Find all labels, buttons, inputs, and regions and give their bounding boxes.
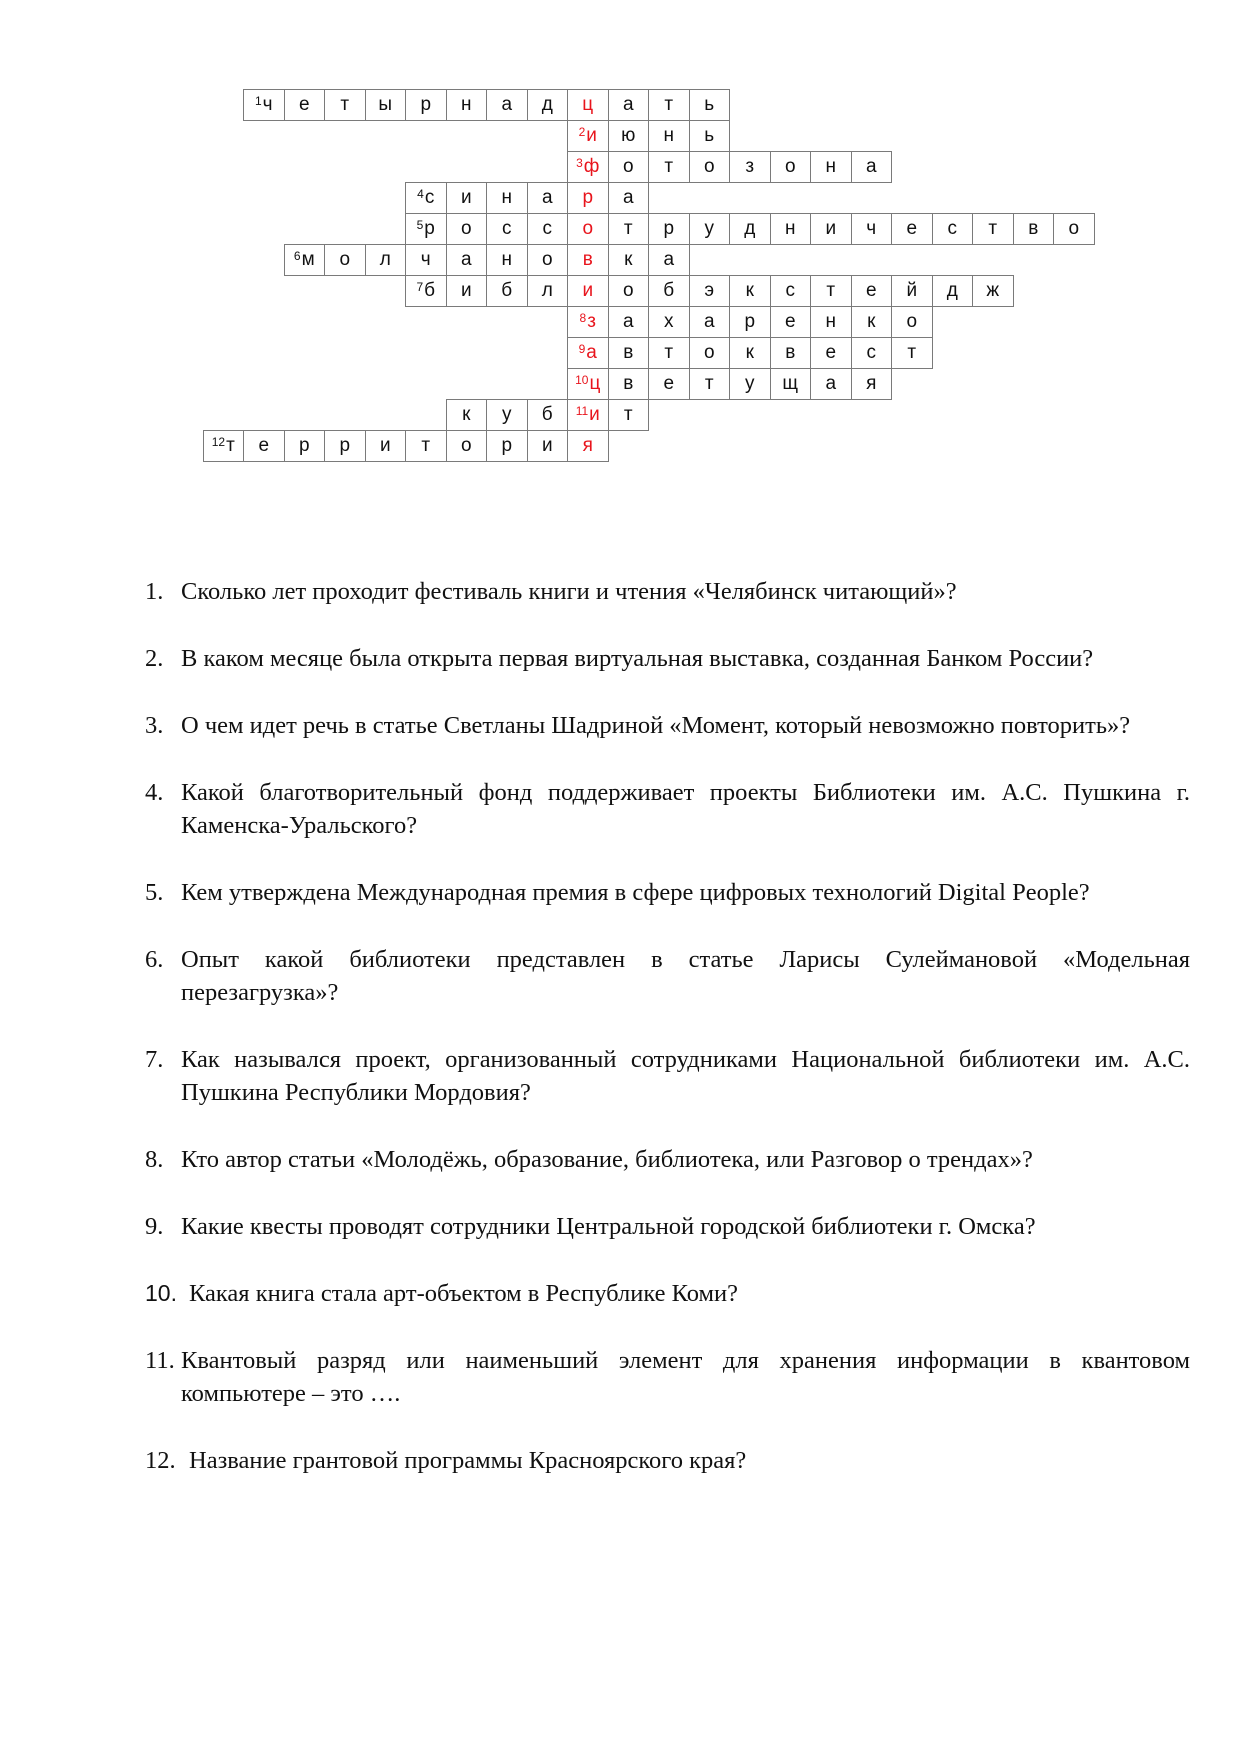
cell-letter: ь — [704, 94, 715, 115]
cell-letter: и — [586, 125, 597, 146]
crossword-cell — [486, 244, 528, 276]
cell-letter: о — [460, 435, 472, 456]
crossword-cell — [446, 275, 488, 307]
crossword-cell — [932, 213, 974, 245]
cell-letter: й — [906, 280, 918, 301]
crossword-cell — [243, 89, 285, 121]
question-number: 1. — [145, 578, 164, 605]
cell-letter: з — [587, 311, 596, 332]
crossword-cell — [608, 120, 650, 152]
question-number: 12. — [145, 1447, 176, 1474]
cell-letter: р — [744, 311, 756, 332]
crossword-cell — [648, 151, 690, 183]
cell-letter: а — [541, 187, 553, 208]
question-text: Какие квесты проводят сотрудники Центральной городской библиотеки г. Омска? — [181, 1213, 1036, 1240]
clue-number: 7 — [416, 280, 424, 294]
cell-letter: в — [1028, 218, 1039, 239]
question-item — [145, 575, 1190, 608]
crossword-cell — [608, 244, 650, 276]
cell-letter: р — [424, 218, 435, 239]
crossword-cell — [770, 275, 812, 307]
cell-letter: е — [825, 342, 837, 363]
crossword-cell — [648, 275, 690, 307]
cell-letter: х — [664, 311, 674, 332]
crossword-cell — [891, 275, 933, 307]
cell-letter: а — [865, 156, 877, 177]
crossword-cell — [810, 213, 852, 245]
clue-number: 5 — [416, 218, 424, 232]
question-text: Название грантовой программы Красноярского края? — [189, 1447, 747, 1474]
crossword-cell — [689, 120, 731, 152]
question-text: Кем утверждена Международная премия в сфере цифровых технологий Digital People? — [181, 879, 1090, 906]
crossword-cell — [770, 368, 812, 400]
crossword-cell — [810, 151, 852, 183]
cell-letter: о — [784, 156, 796, 177]
crossword-cell — [486, 213, 528, 245]
question-number: 9. — [145, 1213, 164, 1240]
cell-letter: и — [582, 280, 594, 301]
question-item — [145, 1043, 1190, 1109]
cell-letter: о — [622, 280, 634, 301]
crossword-cell — [608, 89, 650, 121]
crossword-cell — [324, 430, 366, 462]
cell-letter: б — [541, 404, 553, 425]
crossword-cell — [365, 89, 407, 121]
crossword-cell — [243, 430, 285, 462]
cell-letter: ж — [986, 280, 1000, 301]
cell-letter: а — [622, 187, 634, 208]
cell-letter: и — [460, 280, 472, 301]
question-item — [145, 776, 1190, 842]
cell-letter: о — [622, 156, 634, 177]
cell-letter: к — [745, 280, 754, 301]
cell-letter: о — [1068, 218, 1080, 239]
question-number: 2. — [145, 645, 164, 672]
cell-letter: к — [867, 311, 876, 332]
crossword-cell — [891, 337, 933, 369]
cell-letter: я — [866, 373, 877, 394]
cell-letter: а — [460, 249, 472, 270]
crossword-cell — [689, 151, 731, 183]
cell-letter: о — [703, 342, 715, 363]
cell-letter: р — [339, 435, 351, 456]
clue-number: 1 — [254, 94, 262, 108]
cell-letter: ц — [589, 373, 601, 394]
crossword-cell — [648, 306, 690, 338]
crossword-key-cell — [567, 275, 609, 307]
crossword-key-cell — [567, 306, 609, 338]
cell-letter: о — [703, 156, 715, 177]
crossword-cell — [729, 151, 771, 183]
crossword-key-cell — [567, 182, 609, 214]
cell-letter: е — [906, 218, 918, 239]
crossword-cell — [851, 368, 893, 400]
cell-letter: ц — [582, 94, 594, 115]
crossword-key-cell — [567, 120, 609, 152]
cell-letter: а — [586, 342, 597, 363]
crossword-cell — [527, 244, 569, 276]
crossword-cell — [405, 182, 447, 214]
clue-number: 3 — [576, 156, 583, 170]
cell-letter: и — [460, 187, 472, 208]
cell-letter: д — [744, 218, 756, 239]
question-number: 10. — [145, 1280, 177, 1306]
cell-letter: т — [664, 342, 674, 363]
crossword-row-12 — [204, 431, 609, 462]
question-number: 4. — [145, 779, 164, 806]
cell-letter: в — [785, 342, 796, 363]
crossword-cell — [405, 275, 447, 307]
crossword-cell — [527, 213, 569, 245]
crossword-cell — [689, 306, 731, 338]
question-item — [145, 1210, 1190, 1243]
crossword-cell — [810, 275, 852, 307]
cell-letter: н — [501, 187, 512, 208]
crossword-cell — [689, 275, 731, 307]
crossword-cell — [729, 337, 771, 369]
crossword-cell — [891, 306, 933, 338]
crossword-cell — [608, 306, 650, 338]
crossword-cell — [648, 89, 690, 121]
cell-letter: м — [301, 249, 315, 270]
crossword-cell — [608, 399, 650, 431]
crossword-cell — [446, 182, 488, 214]
cell-letter: т — [704, 373, 714, 394]
crossword-cell — [284, 89, 326, 121]
cell-letter: а — [703, 311, 715, 332]
cell-letter: р — [420, 94, 432, 115]
crossword-cell — [689, 337, 731, 369]
crossword-cell — [284, 244, 326, 276]
cell-letter: л — [379, 249, 391, 270]
crossword-row-8 — [568, 307, 933, 338]
cell-letter: т — [907, 342, 917, 363]
crossword-cell — [203, 430, 245, 462]
crossword-row-4 — [406, 183, 649, 214]
cell-letter: у — [745, 373, 755, 394]
cell-letter: и — [589, 404, 600, 425]
cell-letter: а — [501, 94, 513, 115]
cell-letter: а — [825, 373, 837, 394]
cell-letter: н — [825, 156, 836, 177]
crossword-cell — [527, 399, 569, 431]
crossword-cell — [770, 306, 812, 338]
crossword-row-1 — [244, 90, 730, 121]
cell-letter: т — [664, 94, 674, 115]
crossword-cell — [365, 244, 407, 276]
crossword-cell — [324, 89, 366, 121]
crossword-cell — [405, 430, 447, 462]
clue-number: 11 — [575, 404, 589, 418]
crossword-grid — [0, 0, 1241, 500]
cell-letter: ф — [583, 156, 600, 177]
cell-letter: д — [946, 280, 958, 301]
clue-number: 9 — [578, 342, 586, 356]
crossword-cell — [608, 151, 650, 183]
cell-letter: н — [663, 125, 674, 146]
cell-letter: ч — [866, 218, 877, 239]
crossword-cell — [405, 213, 447, 245]
crossword-cell — [486, 182, 528, 214]
cell-letter: я — [582, 435, 593, 456]
crossword-cell — [608, 337, 650, 369]
crossword-cell — [608, 368, 650, 400]
crossword-key-cell — [567, 151, 609, 183]
clue-number: 4 — [417, 187, 424, 201]
question-text: В каком месяце была открыта первая виртуальная выставка, созданная Банком России? — [181, 645, 1094, 672]
cell-letter: б — [424, 280, 436, 301]
crossword-cell — [486, 430, 528, 462]
question-number: 5. — [145, 879, 164, 906]
crossword-cell — [851, 275, 893, 307]
crossword-cell — [324, 244, 366, 276]
question-number: 8. — [145, 1146, 164, 1173]
cell-letter: с — [785, 280, 795, 301]
cell-letter: с — [947, 218, 957, 239]
question-number: 6. — [145, 946, 164, 973]
question-item — [145, 642, 1190, 675]
crossword-cell — [972, 275, 1014, 307]
cell-letter: с — [866, 342, 876, 363]
cell-letter: щ — [782, 373, 799, 394]
clue-number: 2 — [578, 125, 586, 139]
cell-letter: б — [663, 280, 675, 301]
cell-letter: н — [461, 94, 472, 115]
crossword-row-3 — [568, 152, 892, 183]
crossword-cell — [608, 213, 650, 245]
crossword-cell — [446, 213, 488, 245]
crossword-key-cell — [567, 213, 609, 245]
cell-letter: е — [298, 94, 310, 115]
question-text: Кто автор статьи «Молодёжь, образование, библиотека, или Разговор о трендах»? — [181, 1146, 1033, 1173]
crossword-cell — [527, 182, 569, 214]
question-number: 7. — [145, 1046, 164, 1073]
crossword-cell — [729, 306, 771, 338]
cell-letter: в — [623, 342, 634, 363]
cell-letter: р — [501, 435, 513, 456]
crossword-row-10 — [568, 369, 892, 400]
crossword-row-11 — [447, 400, 650, 431]
cell-letter: б — [501, 280, 513, 301]
crossword-cell — [405, 89, 447, 121]
crossword-cell — [932, 275, 974, 307]
crossword-row-6 — [285, 245, 690, 276]
crossword-cell — [729, 275, 771, 307]
crossword-cell — [810, 368, 852, 400]
cell-letter: ь — [704, 125, 715, 146]
crossword-cell — [527, 275, 569, 307]
crossword-cell — [689, 213, 731, 245]
cell-letter: о — [906, 311, 918, 332]
cell-letter: с — [424, 187, 435, 208]
clue-number: 6 — [293, 249, 301, 263]
cell-letter: у — [704, 218, 714, 239]
cell-letter: в — [582, 249, 593, 270]
cell-letter: е — [663, 373, 675, 394]
crossword-cell — [770, 151, 812, 183]
cell-letter: о — [541, 249, 553, 270]
cell-letter: ы — [378, 94, 393, 115]
cell-letter: у — [502, 404, 512, 425]
crossword-cell — [446, 244, 488, 276]
crossword-cell — [851, 306, 893, 338]
cell-letter: к — [624, 249, 633, 270]
cell-letter: т — [623, 404, 633, 425]
crossword-cell — [851, 337, 893, 369]
crossword-cell — [729, 213, 771, 245]
crossword-cell — [851, 151, 893, 183]
crossword-key-cell — [567, 399, 609, 431]
cell-letter: т — [226, 435, 235, 456]
cell-letter: а — [622, 94, 634, 115]
crossword-cell — [1053, 213, 1095, 245]
crossword-cell — [851, 213, 893, 245]
question-text: Какой благотворительный фонд поддерживает проекты Библиотеки им. А.С. Пушкина г. Каменска-Уральского? — [181, 779, 1190, 839]
cell-letter: ю — [621, 125, 636, 146]
question-item — [145, 1277, 1190, 1310]
questions-list — [145, 575, 1190, 1511]
crossword-cell — [284, 430, 326, 462]
crossword-cell — [729, 368, 771, 400]
question-number: 3. — [145, 712, 164, 739]
cell-letter: д — [541, 94, 553, 115]
question-number: 11. — [145, 1347, 175, 1374]
crossword-cell — [527, 89, 569, 121]
cell-letter: т — [664, 156, 674, 177]
cell-letter: н — [785, 218, 796, 239]
crossword-cell — [770, 213, 812, 245]
cell-letter: и — [825, 218, 837, 239]
crossword-key-cell — [567, 430, 609, 462]
cell-letter: р — [663, 218, 675, 239]
crossword-row-5 — [406, 214, 1095, 245]
cell-letter: т — [826, 280, 836, 301]
crossword-cell — [446, 89, 488, 121]
crossword-cell — [608, 275, 650, 307]
crossword-key-cell — [567, 89, 609, 121]
cell-letter: э — [704, 280, 715, 301]
crossword-cell — [972, 213, 1014, 245]
crossword-row-7 — [406, 276, 1014, 307]
cell-letter: к — [462, 404, 471, 425]
cell-letter: е — [865, 280, 877, 301]
cell-letter: в — [623, 373, 634, 394]
cell-letter: к — [745, 342, 754, 363]
cell-letter: и — [379, 435, 391, 456]
cell-letter: е — [784, 311, 796, 332]
cell-letter: а — [622, 311, 634, 332]
crossword-cell — [648, 337, 690, 369]
question-item — [145, 943, 1190, 1009]
crossword-row-9 — [568, 338, 933, 369]
question-item — [145, 709, 1190, 742]
crossword-key-cell — [567, 337, 609, 369]
crossword-cell — [527, 430, 569, 462]
cell-letter: е — [258, 435, 270, 456]
crossword-cell — [648, 244, 690, 276]
crossword-cell — [486, 399, 528, 431]
crossword-cell — [446, 430, 488, 462]
crossword-cell — [689, 89, 731, 121]
clue-number: 8 — [579, 311, 587, 325]
crossword-cell — [810, 337, 852, 369]
crossword-cell — [648, 368, 690, 400]
crossword-cell — [891, 213, 933, 245]
question-text: Опыт какой библиотеки представлен в статье Ларисы Сулеймановой «Модельная перезагрузка»? — [181, 946, 1190, 1006]
crossword-cell — [608, 182, 650, 214]
cell-letter: с — [502, 218, 512, 239]
cell-letter: ч — [420, 249, 431, 270]
crossword-key-cell — [567, 244, 609, 276]
cell-letter: а — [663, 249, 675, 270]
cell-letter: о — [582, 218, 594, 239]
crossword-cell — [689, 368, 731, 400]
crossword-cell — [648, 120, 690, 152]
question-text: Сколько лет проходит фестиваль книги и чтения «Челябинск читающий»? — [181, 578, 957, 605]
cell-letter: з — [745, 156, 755, 177]
cell-letter: ч — [262, 94, 273, 115]
cell-letter: т — [421, 435, 431, 456]
cell-letter: т — [988, 218, 998, 239]
cell-letter: и — [541, 435, 553, 456]
cell-letter: с — [542, 218, 552, 239]
question-item — [145, 1444, 1190, 1477]
cell-letter: т — [340, 94, 350, 115]
clue-number: 12 — [211, 435, 226, 449]
cell-letter: р — [582, 187, 594, 208]
question-item — [145, 876, 1190, 909]
crossword-cell — [486, 275, 528, 307]
crossword-cell — [446, 399, 488, 431]
cell-letter: о — [460, 218, 472, 239]
crossword-cell — [648, 213, 690, 245]
cell-letter: н — [501, 249, 512, 270]
clue-number: 10 — [575, 373, 589, 387]
question-text: Какая книга стала арт-объектом в Республике Коми? — [189, 1280, 739, 1307]
cell-letter: р — [298, 435, 310, 456]
question-text: Квантовый разряд или наименьший элемент для хранения информации в квантовом компьютере – это …. — [181, 1347, 1190, 1407]
crossword-cell — [405, 244, 447, 276]
crossword-cell — [770, 337, 812, 369]
crossword-cell — [486, 89, 528, 121]
cell-letter: о — [339, 249, 351, 270]
crossword-key-cell — [567, 368, 609, 400]
crossword-cell — [810, 306, 852, 338]
crossword-cell — [1013, 213, 1055, 245]
cell-letter: л — [541, 280, 553, 301]
question-item — [145, 1143, 1190, 1176]
cell-letter: т — [623, 218, 633, 239]
crossword-cell — [365, 430, 407, 462]
question-text: О чем идет речь в статье Светланы Шадриной «Момент, который невозможно повторить»? — [181, 712, 1131, 739]
question-text: Как назывался проект, организованный сотрудниками Национальной библиотеки им. А.С. Пушкина Республики Мордовия? — [181, 1046, 1190, 1106]
question-item — [145, 1344, 1190, 1410]
cell-letter: н — [825, 311, 836, 332]
crossword-row-2 — [568, 121, 730, 152]
